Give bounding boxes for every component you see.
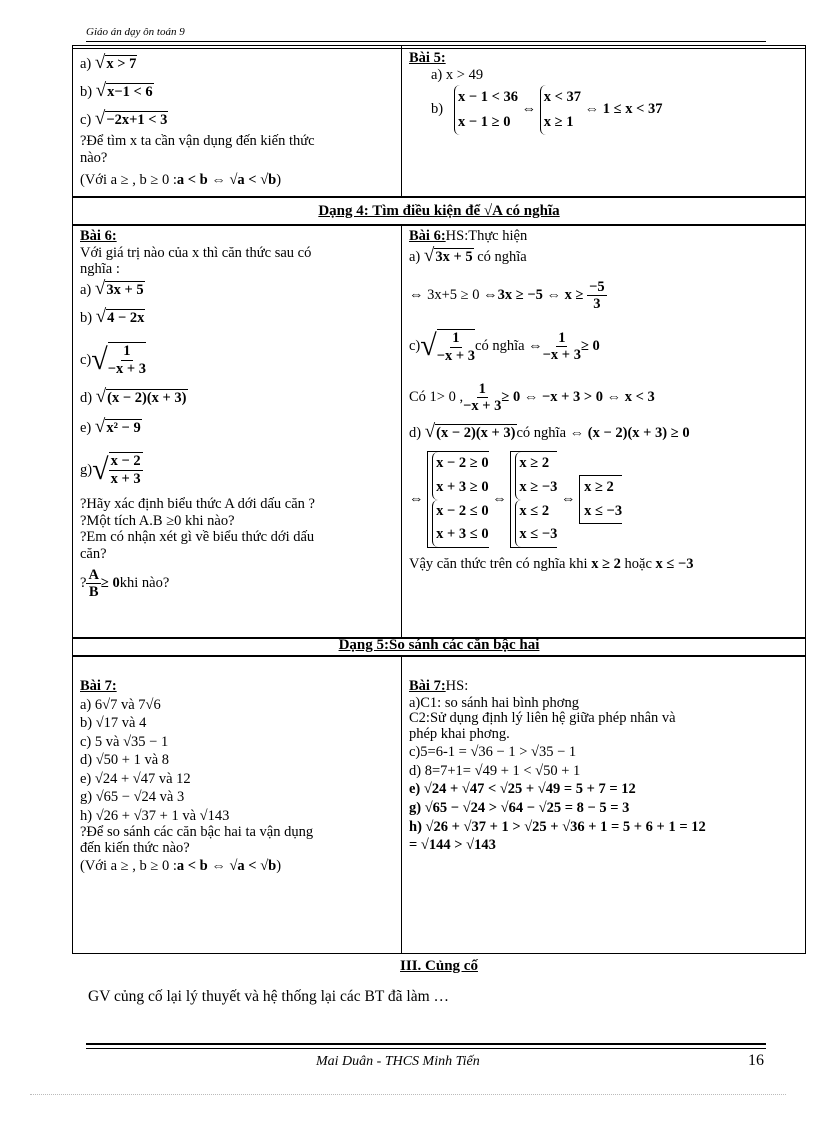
ineq: x < 37 xyxy=(543,89,582,106)
text: có nghĩa xyxy=(473,248,527,265)
bai5-right: Bài 5: a) x > 49 b) x − 1 < 36 x − 1 ≥ 0 ⇔ x < 37 x ≥ 1 ⇔ 1 ≤ x < 37 xyxy=(409,50,799,135)
page-edge-dots xyxy=(30,1094,786,1095)
math: ⇔ (x − 2)(x + 3) ≥ 0 xyxy=(569,424,690,441)
denominator: B xyxy=(88,584,99,601)
math-6d: (x − 2)(x + 3) xyxy=(107,390,187,407)
math: x ≤ −3 xyxy=(655,556,694,573)
ineq: x ≤ −3 xyxy=(519,526,558,543)
title-tail: HS: xyxy=(445,678,469,694)
ineq: x − 2 ≤ 0 xyxy=(436,502,489,519)
rule-text: (Với a ≥ , b ≥ 0 : xyxy=(80,172,177,189)
bai7-title: Bài 7: xyxy=(80,678,117,694)
equiv: ⇔ xyxy=(492,491,507,508)
intro-line: nghĩa : xyxy=(80,261,120,278)
numerator: x − 2 xyxy=(110,453,141,470)
intro-line: Với giá trị nào của x thì căn thức sau có xyxy=(80,244,312,261)
numerator: 1 xyxy=(478,380,486,397)
text: hoặc xyxy=(620,556,656,573)
math-5b: x−1 < 6 xyxy=(107,84,153,100)
denominator: −x + 3 xyxy=(463,398,502,415)
answer-5a: a) x > 49 xyxy=(431,66,484,83)
label-b: b) xyxy=(431,101,444,118)
ineq: x ≥ 2 xyxy=(519,454,550,471)
question-line: căn? xyxy=(80,546,107,563)
footer-rule xyxy=(86,1048,766,1049)
answer-d: d) 8=7+1= √49 + 1 < √50 + 1 xyxy=(409,762,581,779)
label-g: g) xyxy=(80,461,93,478)
text: ⇔ 3x+5 ≥ 0 ⇔ xyxy=(409,287,498,304)
bai7-left xyxy=(80,677,398,876)
math-5c: −2x+1 < 3 xyxy=(106,112,168,128)
text: có nghĩa ⇔ xyxy=(475,338,543,355)
system-brace xyxy=(515,500,557,548)
math-6a: 3x + 5 xyxy=(106,282,144,299)
ineq: x ≥ −3 xyxy=(519,478,558,495)
fraction xyxy=(543,330,581,364)
system-brace xyxy=(432,452,488,500)
rule-close: ) xyxy=(276,858,282,875)
label-b: b) xyxy=(80,310,96,327)
label-b: b) xyxy=(80,84,96,100)
label-c: c) xyxy=(80,112,95,128)
denominator: x + 3 xyxy=(110,471,141,488)
ineq: x + 3 ≤ 0 xyxy=(436,526,489,543)
item-d: d) √50 + 1 và 8 xyxy=(80,752,170,769)
item-e: e) √24 + √47 và 12 xyxy=(80,770,191,787)
denominator: −x + 3 xyxy=(107,361,147,378)
bracket-or xyxy=(427,451,488,549)
label-c: c) xyxy=(80,351,92,368)
bracket-or xyxy=(510,451,557,549)
question-line: nào? xyxy=(80,149,108,166)
column-divider xyxy=(401,656,402,954)
question-line: ?Hãy xác định biểu thức A dới dấu căn ? xyxy=(80,496,315,513)
answer-g: g) √65 − √24 > √64 − √25 = 8 − 5 = 3 xyxy=(409,800,630,816)
bai7-right xyxy=(409,677,801,855)
math-6e: x² − 9 xyxy=(106,420,141,437)
label-c: c) xyxy=(409,338,421,355)
rule-close: ) xyxy=(276,172,282,189)
math: (x − 2)(x + 3) xyxy=(436,424,516,441)
equiv: ⇔ xyxy=(409,491,424,508)
question-line: ?Để tìm x ta cần vận dụng đến kiến thức xyxy=(80,133,315,149)
column-divider xyxy=(401,45,402,197)
system-brace xyxy=(515,452,557,500)
ineq: x ≤ 2 xyxy=(519,502,550,519)
bai5-title: Bài 5: xyxy=(409,50,446,66)
rule-math: a < b ⇔ √a < √b xyxy=(176,172,277,189)
ineq: ≥ 0 xyxy=(100,575,120,592)
question-line: đến kiến thức nào? xyxy=(80,840,190,857)
ineq: x − 2 ≥ 0 xyxy=(436,454,489,471)
system-brace xyxy=(432,500,488,548)
ineq: x − 1 ≥ 0 xyxy=(457,113,511,130)
bai6-right: Bài 6:HS:Thực hiện a) √3x + 5 có nghĩa ⇔ 3x+5 ≥ 0 ⇔ 3x ≥ −5 ⇔ x ≥ $\frac{-5}{3}$ c) √ $\frac{1}{-x + 3}$ có nghĩa ⇔ $\frac{1}{-x + 3}$ ≥ 0 Có 1> 0 , $\frac{1}{-x + 3}$ ≥ 0 ⇔ −x + 3 > 0 ⇔ x < 3 d) √(x − 2)(x + 3)có nghĩa ⇔ (x − 2)(x + 3) ≥ 0 ⇔ x − 2 ≥ 0 x + 3 ≥ 0 x − 2 ≤ 0 x + 3 ≤ 0 ⇔ x ≥ 2 x ≥ −3 x ≤ 2 x ≤ −3 ⇔ x ≥ 2 x ≤ −3 Vậy căn thức trên có nghĩa khi x ≥ 2 hoặc x ≤ −3 xyxy=(409,228,694,573)
numerator: 1 xyxy=(558,329,566,346)
answer-e: e) √24 + √47 < √25 + √49 = 5 + 7 = 12 xyxy=(409,781,636,798)
document-header: Giáo án dạy ôn toán 9 xyxy=(86,26,185,38)
system-brace xyxy=(540,85,581,134)
ineq: x ≥ 2 xyxy=(584,478,614,495)
answer-h2: = √144 > √143 xyxy=(409,837,496,854)
dang4-title: Dạng 4: Tìm điều kiện để √A có nghĩa xyxy=(318,203,560,219)
bai6r-title: Bài 6: xyxy=(409,228,446,244)
fraction xyxy=(587,279,607,313)
question-line: ?Em có nhận xét gì về biểu thức dới dấu xyxy=(80,529,315,546)
footer-rule xyxy=(86,1043,766,1045)
numerator: −5 xyxy=(589,278,605,295)
rule-math: a < b ⇔ √a < √b xyxy=(176,858,277,875)
math: ≥ 0 xyxy=(580,338,600,355)
label-a: a) xyxy=(80,282,95,299)
label-d: d) xyxy=(409,424,425,441)
label-e: e) xyxy=(80,420,95,437)
denominator: −x + 3 xyxy=(436,347,476,364)
answer-h: h) √26 + √37 + 1 > √25 + √36 + 1 = 5 + 6 + 1 = 12 xyxy=(409,818,706,835)
q-mark: ? xyxy=(80,575,87,592)
math-6c xyxy=(108,342,146,377)
item-g: g) √65 − √24 và 3 xyxy=(80,789,185,806)
ineq: x ≤ −3 xyxy=(584,502,623,519)
bracket-or xyxy=(579,475,622,525)
ineq: x + 3 ≥ 0 xyxy=(436,478,489,495)
numerator: 1 xyxy=(123,343,131,360)
result-5b: ⇔ 1 ≤ x < 37 xyxy=(584,101,663,118)
section3-text: GV củng cố lại lý thuyết và hệ thống lại các BT đã làm … xyxy=(88,988,450,1005)
ineq: x ≥ 1 xyxy=(543,113,574,130)
item-b: b) √17 và 4 xyxy=(80,715,147,732)
footer-author: Mai Duân - THCS Minh Tiến xyxy=(316,1054,480,1069)
fraction xyxy=(463,381,501,415)
q-tail: khi nào? xyxy=(119,575,170,592)
bai5-left: a) √x > 7 b) √x−1 < 6 c) √−2x+1 < 3 ?Để tìm x ta cần vận dụng đến kiến thức nào? (Với a ≥ , b ≥ 0 :a < b ⇔ √a < √b) xyxy=(80,52,398,189)
item-a: a) 6√7 và 7√6 xyxy=(80,696,161,713)
label-a: a) xyxy=(409,248,424,265)
dang5-title: Dạng 5:So sánh các căn bậc hai xyxy=(338,637,540,653)
item-h: h) √26 + √37 + 1 và √143 xyxy=(80,807,230,824)
system-brace xyxy=(454,85,518,134)
text: có nghĩa xyxy=(516,424,570,441)
bai6-title: Bài 6: xyxy=(80,228,117,244)
text: Có 1> 0 , xyxy=(409,389,464,406)
math: 3x ≥ −5 ⇔ x ≥ xyxy=(497,287,584,304)
method-line: a)C1: so sánh hai bình phơng xyxy=(409,694,579,711)
rule-text: (Với a ≥ , b ≥ 0 : xyxy=(80,858,177,875)
method-line: phép khai phơng. xyxy=(409,726,510,743)
column-divider xyxy=(401,225,402,638)
bai7r-title: Bài 7: xyxy=(409,678,446,694)
bai6-left: Bài 6: Với giá trị nào của x thì căn thức sau có nghĩa : a) √3x + 5 b) √4 − 2x c) √ $\frac{1}{-x + 3}$ d) √(x − 2)(x + 3) e) √x² − 9 g) √ $\frac{x - 2}{x + 3}$ ?Hãy xác định biểu thức A dới dấu căn ? ?Một tích A.B ≥0 khi nào? ?Em có nhận xét gì về biểu thức dới dấu căn? ? $\frac{A}{B}$ ≥ 0 khi nào? xyxy=(80,228,398,605)
question-line: ?Để so sánh các căn bậc hai ta vận dụng xyxy=(80,824,314,841)
math-6g xyxy=(109,452,143,487)
math: 3x + 5 xyxy=(435,248,473,265)
fraction-ab xyxy=(86,567,100,601)
math-6b: 4 − 2x xyxy=(107,310,145,327)
text: Vậy căn thức trên có nghĩa khi xyxy=(409,556,592,573)
math: ≥ 0 ⇔ −x + 3 > 0 ⇔ x < 3 xyxy=(501,389,655,406)
numerator: A xyxy=(88,566,99,583)
section3-title: III. Củng cố xyxy=(400,958,478,974)
title-tail: HS:Thực hiện xyxy=(445,228,528,244)
denominator: 3 xyxy=(593,296,601,313)
question-line: ?Một tích A.B ≥0 khi nào? xyxy=(80,512,235,529)
item-c: c) 5 và √35 − 1 xyxy=(80,733,169,750)
math-5a: x > 7 xyxy=(106,56,137,72)
label-d: d) xyxy=(80,390,96,407)
header-rule xyxy=(86,41,766,42)
label-a: a) xyxy=(80,56,95,72)
answer-c: c)5=6-1 = √36 − 1 > √35 − 1 xyxy=(409,744,577,761)
equiv: ⇔ xyxy=(560,491,576,508)
method-line: C2:Sử dụng định lý liên hệ giữa phép nhân và xyxy=(409,710,676,727)
math: x ≥ 2 xyxy=(591,556,621,573)
page-number: 16 xyxy=(748,1052,764,1069)
ineq: x − 1 < 36 xyxy=(457,89,518,106)
math xyxy=(437,329,475,364)
numerator: 1 xyxy=(452,330,460,346)
denominator: −x + 3 xyxy=(542,347,581,364)
